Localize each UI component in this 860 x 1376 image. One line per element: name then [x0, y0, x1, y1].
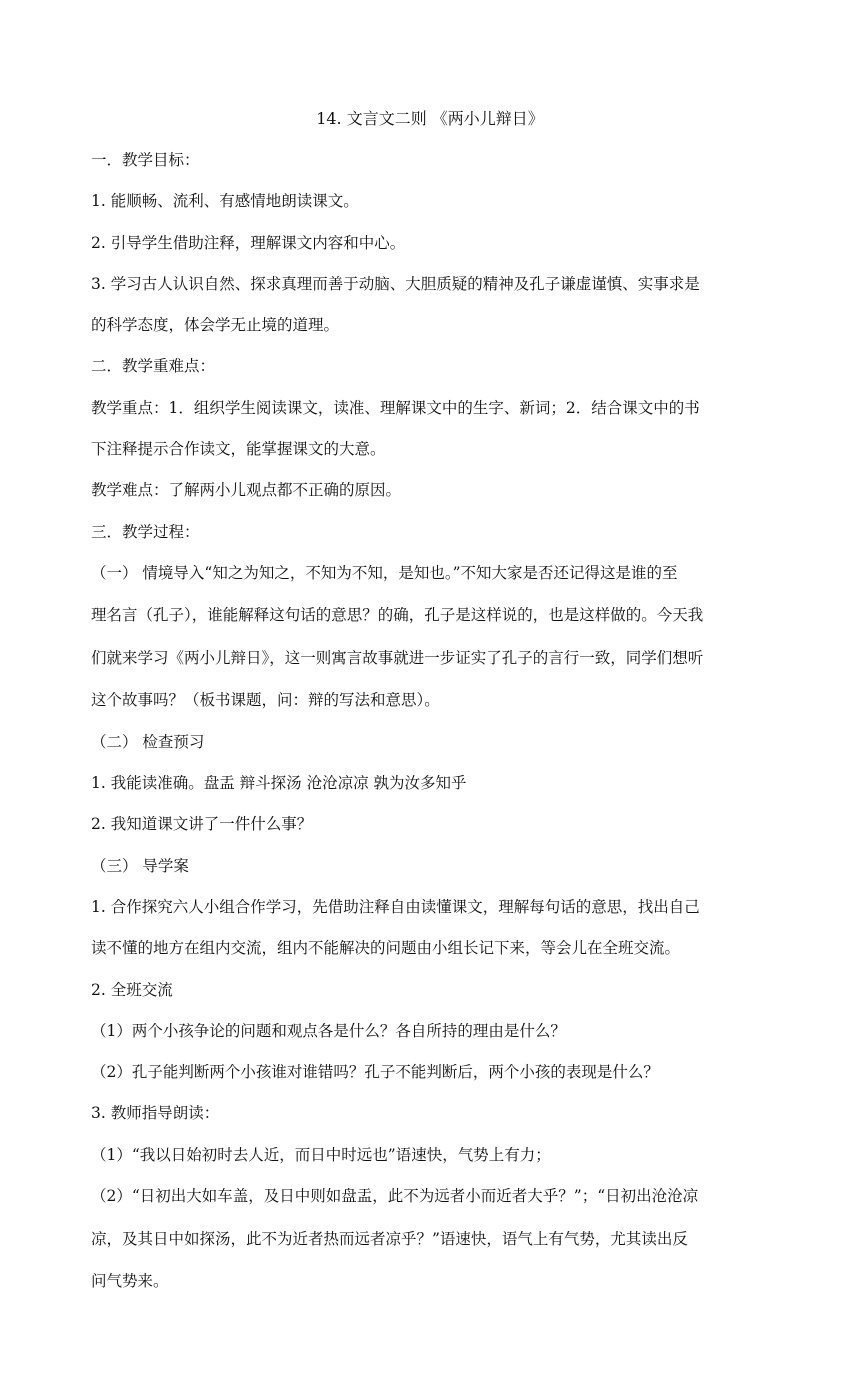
difficult-point-paragraph: 教学难点：了解两小儿观点都不正确的原因。 — [91, 481, 402, 500]
key-point-paragraph-continued: 下注释提示合作读文，能掌握课文的大意。 — [91, 440, 386, 459]
process-step-1: （一） 情境导入“知之为知之，不知为不知，是知也。”不知大家是否还记得这是谁的至 — [91, 563, 678, 582]
objective-item-3-continued: 的科学态度，体会学无止境的道理。 — [91, 316, 340, 335]
objective-item-3: 3. 学习古人认识自然、探求真理而善于动脑、大胆质疑的精神及孔子谦虚谨慎、实事求是 — [91, 274, 700, 293]
guide-item-1-continued: 读不懂的地方在组内交流，组内不能解决的问题由小组长记下来，等会儿在全班交流。 — [91, 939, 681, 958]
section-heading-key-points: 二．教学重难点： — [91, 357, 216, 376]
preview-item-1: 1. 我能读准确。盘盂 辩斗探汤 沧沧凉凉 孰为汝多知乎 — [91, 774, 467, 793]
objective-item-1: 1. 能顺畅、流利、有感情地朗读课文。 — [91, 192, 359, 211]
section-heading-objectives: 一．教学目标： — [91, 151, 200, 169]
reading-guide-1: （1）“我以日始初时去人近，而日中时远也”语速快，气势上有力； — [91, 1145, 551, 1164]
process-step-1-continued: 理名言（孔子），谁能解释这句话的意思？的确，孔子是这样说的，也是这样做的。今天我 — [91, 606, 704, 625]
guide-question-2: （2）孔子能判断两个小孩谁对谁错吗？孔子不能判断后，两个小孩的表现是什么？ — [91, 1063, 659, 1082]
reading-guide-2: （2）“日初出大如车盖，及日中则如盘盂，此不为远者小而近者大乎？”；“日初出沧沧凉 — [91, 1187, 699, 1206]
guide-item-3: 3. 教师指导朗读： — [91, 1104, 220, 1123]
key-point-paragraph: 教学重点：1．组织学生阅读课文，读准、理解课文中的生字、新词；2．结合课文中的书 — [91, 398, 700, 417]
objective-item-2: 2. 引导学生借助注释，理解课文内容和中心。 — [91, 233, 406, 252]
section-heading-process: 三．教学过程： — [91, 522, 200, 541]
process-step-1-continued: 这个故事吗？（板书课题，问：辩的写法和意思）。 — [91, 691, 440, 710]
document-body — [91, 148, 781, 1310]
document-title: 14. 文言文二则 《两小儿辩日》 — [316, 109, 544, 128]
process-step-1-continued: 们就来学习《两小儿辩日》，这一则寓言故事就进一步证实了孔子的言行一致，同学们想听 — [91, 648, 704, 667]
process-step-2-heading: （二） 检查预习 — [91, 732, 205, 751]
guide-question-1: （1）两个小孩争论的问题和观点各是什么？各自所持的理由是什么？ — [91, 1021, 566, 1040]
guide-item-1: 1. 合作探究六人小组合作学习，先借助注释自由读懂课文，理解每句话的意思，找出自己 — [91, 897, 700, 916]
process-step-3-heading: （三） 导学案 — [91, 856, 189, 875]
guide-item-2: 2. 全班交流 — [91, 980, 173, 999]
reading-guide-2-continued: 凉，及其日中如探汤，此不为近者热而远者凉乎？”语速快，语气上有气势，尤其读出反 — [91, 1229, 688, 1248]
reading-guide-2-continued: 问气势来。 — [91, 1272, 169, 1291]
preview-item-2: 2. 我知道课文讲了一件什么事？ — [91, 815, 313, 834]
